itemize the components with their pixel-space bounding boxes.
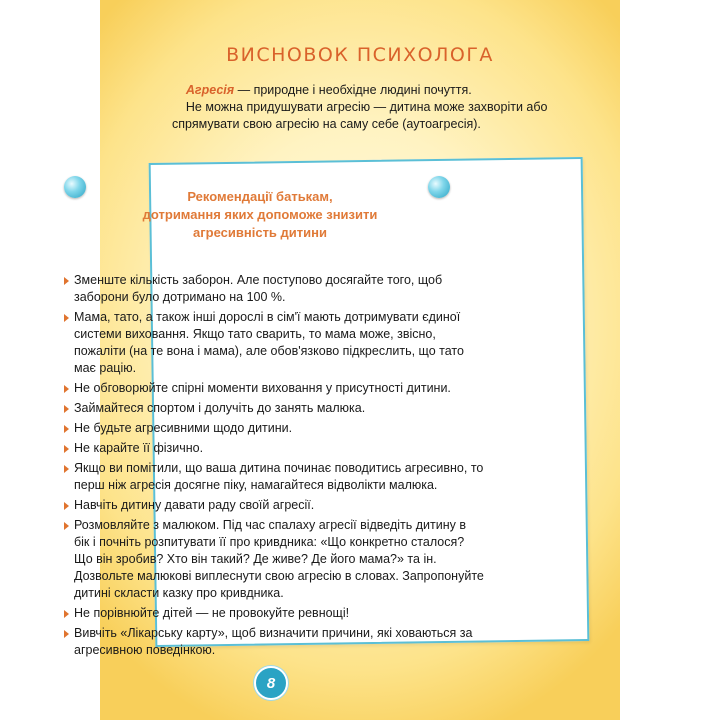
list-item: Займайтеся спортом і долучіть до занять малюка. xyxy=(64,400,484,417)
bullet-arrow-icon xyxy=(64,425,69,433)
list-item: Навчіть дитину давати раду своїй агресії. xyxy=(64,497,484,514)
pin-left-icon xyxy=(64,176,86,198)
page-number-badge: 8 xyxy=(254,666,288,700)
bullet-arrow-icon xyxy=(64,445,69,453)
list-item: Мама, тато, а також інші дорослі в сім'ї мають дотримувати єдиної системи виховання. Якщо тато сварить, то мама може, звісно, пожаліти (на те вона і мама), але обов'язково підкреслить, що тато має рацію. xyxy=(64,309,484,377)
intro-line-1 xyxy=(172,82,592,99)
bullet-arrow-icon xyxy=(64,277,69,285)
page-title: ВИСНОВОК ПСИХОЛОГА xyxy=(226,44,494,66)
term-aggression: Агресія xyxy=(185,83,235,97)
list-item: Зменште кількість заборон. Але поступово досягайте того, щоб заборони було дотримано на 100 %. xyxy=(64,272,484,306)
intro-line-2: Не можна придушувати агресію — дитина може захворіти або спрямувати свою агресію на саму себе (аутоагресія). xyxy=(172,100,548,131)
bullet-arrow-icon xyxy=(64,314,69,322)
recommendations-list xyxy=(64,272,484,662)
intro-line-1-rest: — природне і необхідне людині почуття. xyxy=(234,83,472,97)
list-item: Не будьте агресивними щодо дитини. xyxy=(64,420,484,437)
list-item: Не карайте її фізично. xyxy=(64,440,484,457)
list-item: Розмовляйте з малюком. Під час спалаху агресії відведіть дитину в бік і почніть розпитувати її про кривдника: «Що конкретно сталося? Що він зробив? Хто він такий? Де живе? Де його мама?» та ін. Дозвольте малюкові виплеснути свою агресію в словах. Запропонуйте дитині скласти казку про кривдника. xyxy=(64,517,484,602)
bullet-arrow-icon xyxy=(64,610,69,618)
list-item: Не обговорюйте спірні моменти виховання у присутності дитини. xyxy=(64,380,484,397)
bullet-arrow-icon xyxy=(64,522,69,530)
list-item: Вивчіть «Лікарську карту», щоб визначити причини, які ховаються за агресивною поведінкою. xyxy=(64,625,484,659)
bullet-arrow-icon xyxy=(64,465,69,473)
recommendations-title: Рекомендації батькам, дотримання яких допоможе знизити агресивність дитини xyxy=(142,189,378,240)
bullet-arrow-icon xyxy=(64,385,69,393)
list-item: Не порівнюйте дітей — не провокуйте ревнощі! xyxy=(64,605,484,622)
bullet-arrow-icon xyxy=(64,405,69,413)
bullet-arrow-icon xyxy=(64,630,69,638)
list-item: Якщо ви помітили, що ваша дитина починає поводитись агресивно, то перш ніж агресія досягне піку, намагайтеся відволікти малюка. xyxy=(64,460,484,494)
bullet-arrow-icon xyxy=(64,502,69,510)
pin-right-icon xyxy=(428,176,450,198)
intro-text xyxy=(172,82,592,133)
